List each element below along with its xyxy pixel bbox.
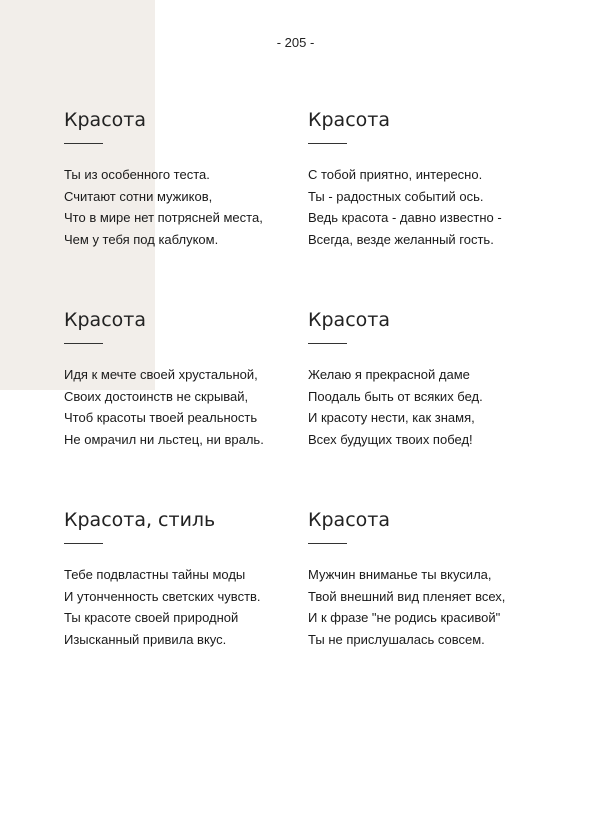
title-divider xyxy=(308,343,347,344)
poem-stanza xyxy=(308,364,548,450)
poem-line: Поодаль быть от всяких бед. xyxy=(308,388,483,404)
poem-stanza xyxy=(64,364,304,450)
poem-line: Идя к мечте своей хрустальной, xyxy=(64,367,258,382)
poem-line: Ты не прислушалась совсем. xyxy=(308,631,485,647)
poem-line: И утонченность светских чувств. xyxy=(64,588,261,604)
poem-stanza xyxy=(308,164,548,250)
poem-line: Не омрачил ни льстец, ни враль. xyxy=(64,431,264,447)
poem-title: Красота xyxy=(64,109,146,131)
poem-stanza xyxy=(64,564,304,650)
title-divider xyxy=(64,343,103,344)
poem-title: Красота xyxy=(308,109,390,131)
poem-line: Всех будущих твоих побед! xyxy=(308,431,473,447)
poem-block xyxy=(64,308,304,450)
title-divider xyxy=(308,543,347,544)
poem-line: Считают сотни мужиков, xyxy=(64,188,213,204)
poem-line: Желаю я прекрасной даме xyxy=(308,367,470,382)
poem-line: Ты красоте своей природной xyxy=(64,610,239,625)
page-number: - 205 - xyxy=(276,35,315,50)
poem-line: Что в мире нет потрясней места, xyxy=(64,210,263,225)
poem-line: Своих достоинств не скрывай, xyxy=(64,388,249,404)
poem-line: Ведь красота - давно известно - xyxy=(308,210,502,225)
poem-stanza xyxy=(64,164,304,250)
poem-line: Твой внешний вид пленяет всех, xyxy=(308,588,506,604)
poem-line: Ты из особенного теста. xyxy=(64,167,210,182)
poem-block xyxy=(64,508,304,650)
poem-block xyxy=(308,308,548,450)
poem-block xyxy=(308,508,548,650)
title-divider xyxy=(308,143,347,144)
poem-line: Чем у тебя под каблуком. xyxy=(64,231,219,247)
poem-line: Изысканный привила вкус. xyxy=(64,631,227,647)
poem-block xyxy=(64,108,304,250)
poem-line: И красоту нести, как знамя, xyxy=(308,410,475,425)
poem-title: Красота, стиль xyxy=(64,509,216,531)
poem-line: Ты - радостных событий ось. xyxy=(308,188,484,204)
poem-stanza xyxy=(308,564,548,650)
poem-line: Мужчин вниманье ты вкусила, xyxy=(308,567,492,582)
poem-line: Всегда, везде желанный гость. xyxy=(308,231,494,247)
poem-title: Красота xyxy=(308,309,390,331)
poem-title: Красота xyxy=(64,309,146,331)
poem-block xyxy=(308,108,548,250)
title-divider xyxy=(64,543,103,544)
title-divider xyxy=(64,143,103,144)
poem-line: Чтоб красоты твоей реальность xyxy=(64,410,258,425)
poem-title: Красота xyxy=(308,509,390,531)
poem-line: С тобой приятно, интересно. xyxy=(308,167,483,182)
poem-line: И к фразе "не родись красивой" xyxy=(308,610,501,625)
poem-line: Тебе подвластны тайны моды xyxy=(64,567,246,582)
